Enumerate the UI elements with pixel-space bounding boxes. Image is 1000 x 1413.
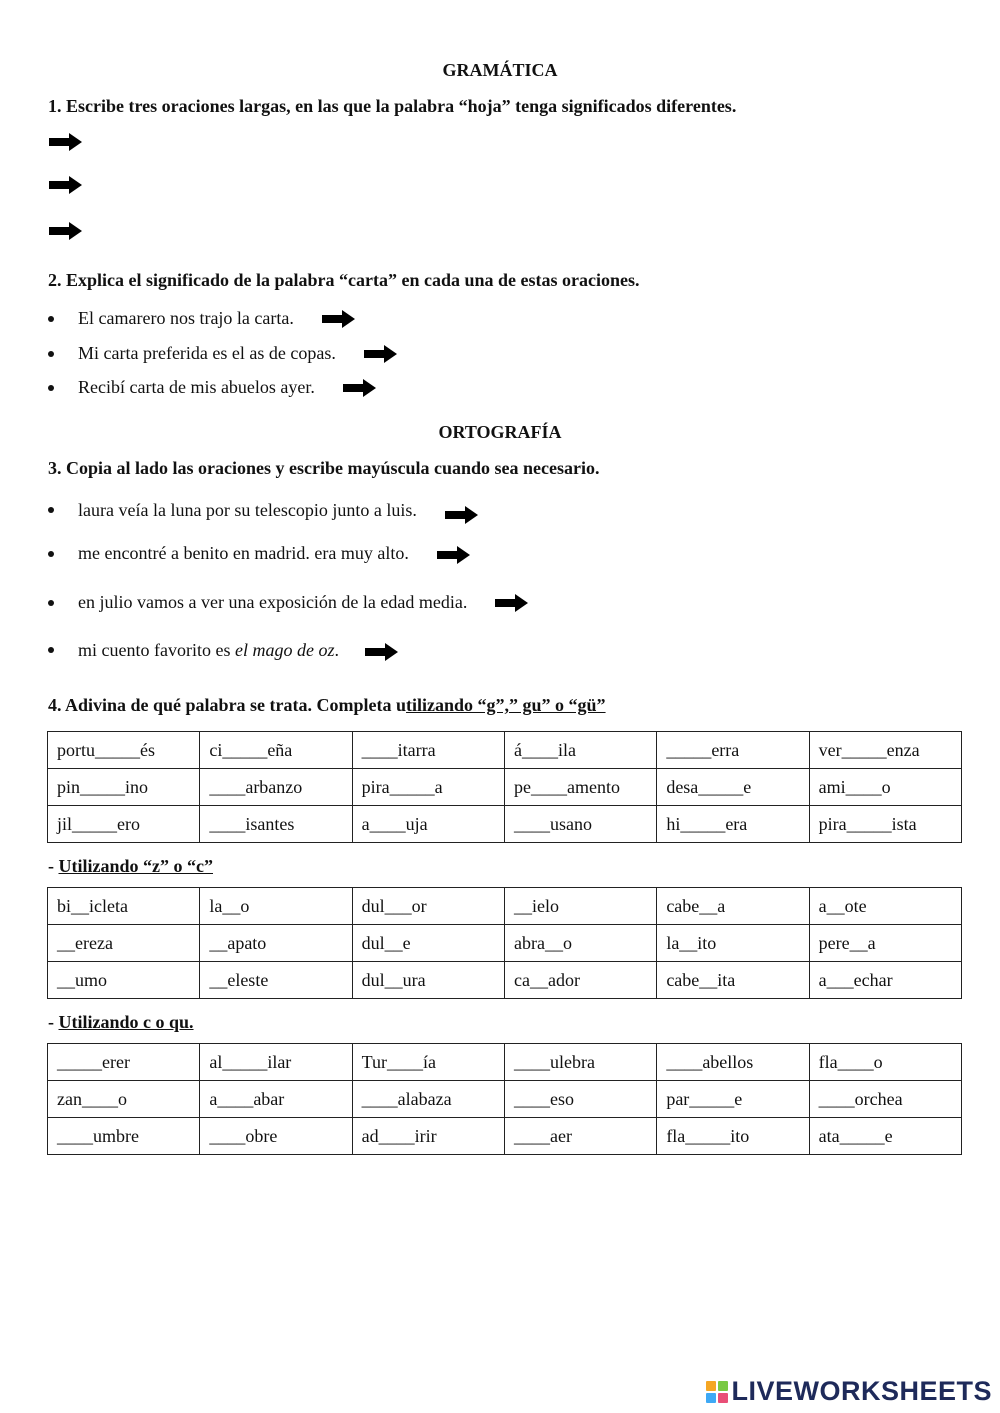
answer-arrow-3 [49, 222, 82, 245]
bullet-icon [48, 385, 54, 391]
word-cell: pe____amento [504, 769, 656, 806]
word-cell: ____arbanzo [200, 769, 352, 806]
word-cell: ____usano [504, 806, 656, 843]
word-cell: jil_____ero [48, 806, 200, 843]
table-row [48, 962, 962, 999]
word-cell: ____eso [504, 1081, 656, 1118]
logo-squares-icon [706, 1381, 728, 1403]
right-arrow-icon [322, 310, 355, 328]
word-cell: la__ito [657, 925, 809, 962]
word-cell: _____erer [48, 1044, 200, 1081]
grammar-title: GRAMÁTICA [442, 60, 558, 80]
word-cell: __ielo [504, 888, 656, 925]
right-arrow-icon [49, 133, 82, 151]
right-arrow-icon [49, 222, 82, 240]
right-arrow-icon [364, 345, 397, 363]
sentence [78, 640, 339, 661]
spelling-title: ORTOGRAFÍA [438, 422, 562, 442]
word-cell: bi__icleta [48, 888, 200, 925]
word-cell: ____isantes [200, 806, 352, 843]
word-cell: pira_____ista [809, 806, 961, 843]
word-cell: ____alabaza [352, 1081, 504, 1118]
sentence: me encontré a benito en madrid. era muy alto. [78, 543, 409, 563]
bullet-icon [48, 600, 54, 606]
sentence: laura veía la luna por su telescopio junto a luis. [78, 499, 417, 520]
word-cell: pira_____a [352, 769, 504, 806]
right-arrow-icon [495, 594, 528, 612]
right-arrow-icon [365, 643, 398, 661]
word-cell: a___echar [809, 962, 961, 999]
bullet-icon [48, 551, 54, 557]
word-cell: dul___or [352, 888, 504, 925]
sentence: Recibí carta de mis abuelos ayer. [78, 377, 315, 397]
question-4 [48, 695, 606, 716]
table-z-c [47, 887, 962, 999]
word-cell: ____aer [504, 1118, 656, 1155]
word-cell: pin_____ino [48, 769, 200, 806]
table-row [48, 888, 962, 925]
word-cell: _____erra [657, 732, 809, 769]
list-item [48, 496, 478, 524]
word-cell: ci_____eña [200, 732, 352, 769]
word-cell: cabe__ita [657, 962, 809, 999]
word-cell: desa_____e [657, 769, 809, 806]
table-row [48, 1081, 962, 1118]
right-arrow-icon [343, 379, 376, 397]
word-cell: á____ila [504, 732, 656, 769]
word-cell: a__ote [809, 888, 961, 925]
word-cell: a____abar [200, 1081, 352, 1118]
question-1: 1. Escribe tres oraciones largas, en las que la palabra “hoja” tenga significados diferentes. [48, 96, 737, 116]
word-cell: ver_____enza [809, 732, 961, 769]
liveworksheets-logo [706, 1376, 992, 1407]
table-row [48, 1118, 962, 1155]
word-cell: cabe__a [657, 888, 809, 925]
word-cell: hi_____era [657, 806, 809, 843]
table-row [48, 806, 962, 843]
word-cell: zan____o [48, 1081, 200, 1118]
answer-arrow-2 [49, 176, 82, 199]
word-cell: pere__a [809, 925, 961, 962]
table-row [48, 925, 962, 962]
word-cell: fla____o [809, 1044, 961, 1081]
word-cell: ____orchea [809, 1081, 961, 1118]
word-cell: dul__ura [352, 962, 504, 999]
word-cell: fla_____ito [657, 1118, 809, 1155]
list-item [48, 377, 376, 398]
word-cell: a____uja [352, 806, 504, 843]
table-row [48, 1044, 962, 1081]
word-cell: al_____ilar [200, 1044, 352, 1081]
question-3: 3. Copia al lado las oraciones y escribe mayúscula cuando sea necesario. [48, 458, 600, 478]
list-item [48, 592, 528, 613]
sentence: Mi carta preferida es el as de copas. [78, 343, 336, 363]
word-cell: portu_____és [48, 732, 200, 769]
subheading-text: Utilizando “z” o “c” [58, 856, 213, 876]
question-4-underlined: tilizando “g”,” gu” o “gü” [406, 695, 606, 715]
word-cell: dul__e [352, 925, 504, 962]
word-cell: ami____o [809, 769, 961, 806]
word-cell: ____itarra [352, 732, 504, 769]
list-item [48, 543, 470, 564]
bullet-icon [48, 647, 54, 653]
word-cell: __ereza [48, 925, 200, 962]
subheading-dash: - [48, 1012, 59, 1032]
brand-name: LIVEWORKSHEETS [731, 1376, 992, 1406]
word-cell: la__o [200, 888, 352, 925]
sentence-part: . [334, 639, 339, 660]
list-item [48, 639, 398, 661]
list-item [48, 343, 397, 364]
right-arrow-icon [445, 506, 478, 524]
word-cell: ____umbre [48, 1118, 200, 1155]
bullet-icon [48, 507, 54, 513]
subheading-text: Utilizando c o qu. [58, 1012, 194, 1032]
table-row [48, 769, 962, 806]
book-title: el mago de oz [234, 639, 335, 660]
logo-square [706, 1393, 716, 1403]
logo-square [718, 1381, 728, 1391]
question-2: 2. Explica el significado de la palabra “carta” en cada una de estas oraciones. [48, 270, 640, 290]
subheading-dash: - [48, 856, 59, 876]
subheading-c-qu [48, 1012, 194, 1033]
word-cell: ca__ador [504, 962, 656, 999]
right-arrow-icon [49, 176, 82, 194]
word-cell: Tur____ía [352, 1044, 504, 1081]
word-cell: __umo [48, 962, 200, 999]
table-g-gu-gue [47, 731, 962, 843]
right-arrow-icon [437, 546, 470, 564]
word-cell: ____abellos [657, 1044, 809, 1081]
sentence: en julio vamos a ver una exposición de la edad media. [78, 592, 468, 612]
answer-arrow-1 [49, 133, 82, 156]
subheading-z-c [48, 856, 213, 877]
list-item [48, 308, 355, 329]
word-cell: par_____e [657, 1081, 809, 1118]
word-cell: ____ulebra [504, 1044, 656, 1081]
table-row [48, 732, 962, 769]
sentence: El camarero nos trajo la carta. [78, 308, 294, 328]
bullet-icon [48, 351, 54, 357]
bullet-icon [48, 316, 54, 322]
word-cell: ad____irir [352, 1118, 504, 1155]
sentence-part: mi cuento favorito es [78, 639, 235, 660]
logo-square [718, 1393, 728, 1403]
word-cell: ____obre [200, 1118, 352, 1155]
logo-square [706, 1381, 716, 1391]
word-cell: __apato [200, 925, 352, 962]
word-cell: ata_____e [809, 1118, 961, 1155]
word-cell: __eleste [200, 962, 352, 999]
table-c-qu [47, 1043, 962, 1155]
question-4-text: 4. Adivina de qué palabra se trata. Completa u [48, 695, 407, 715]
word-cell: abra__o [504, 925, 656, 962]
